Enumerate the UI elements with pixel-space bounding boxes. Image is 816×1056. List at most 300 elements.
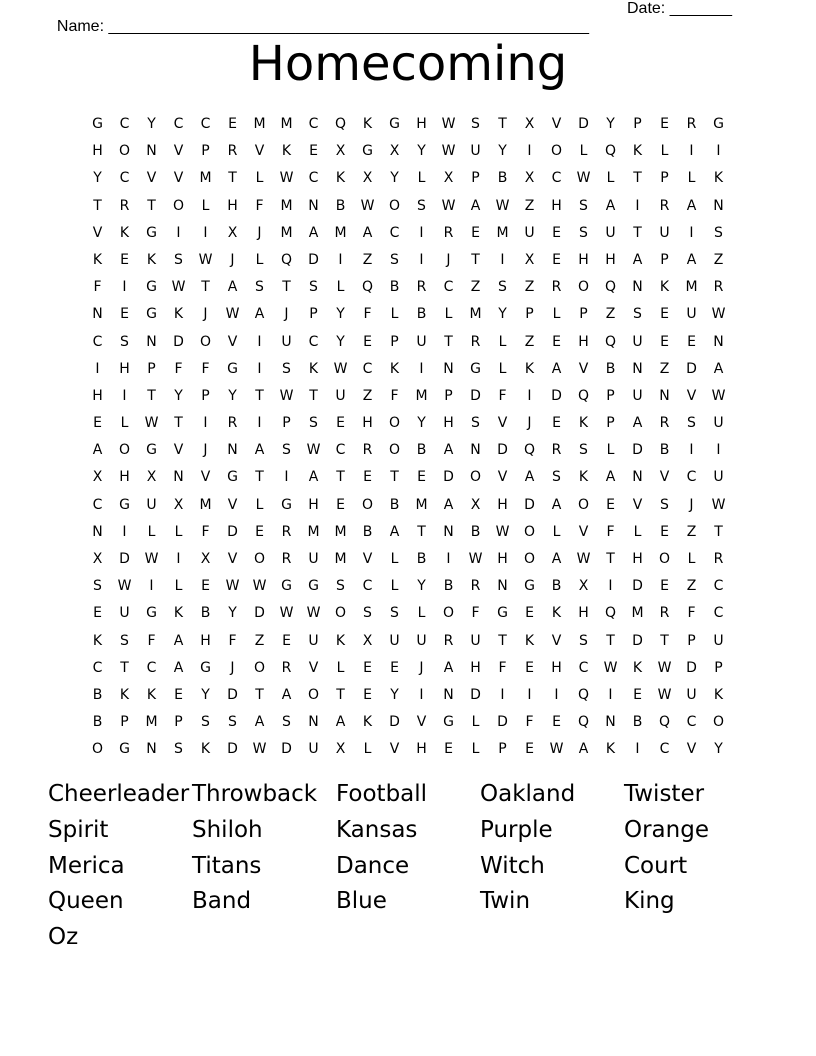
grid-letter: M (334, 551, 347, 567)
grid-letter: N (308, 714, 319, 731)
grid-letter: E (309, 143, 318, 160)
grid-letter: K (605, 741, 616, 758)
grid-letter: G (713, 116, 724, 132)
grid-letter: W (144, 551, 159, 567)
grid-letter: S (471, 116, 480, 132)
grid-letter: L (579, 143, 588, 160)
grid-letter: E (120, 306, 129, 323)
grid-letter: B (470, 523, 481, 540)
grid-letter: R (470, 333, 481, 350)
grid-letter: P (498, 741, 507, 758)
grid-letter: U (416, 333, 427, 350)
grid-letter: S (255, 279, 264, 296)
word-bank-item: Twister (624, 781, 705, 807)
grid-letter: F (201, 523, 210, 540)
grid-letter: S (282, 714, 291, 731)
grid-letter: J (446, 251, 451, 268)
grid-letter: C (578, 659, 589, 676)
grid-letter: N (713, 197, 724, 214)
grid-letter: O (577, 496, 590, 513)
grid-letter: Y (390, 170, 399, 187)
grid-letter: T (714, 523, 723, 540)
grid-letter: V (632, 496, 643, 513)
grid-letter: S (498, 279, 507, 296)
grid-letter: U (416, 632, 427, 649)
grid-letter: R (281, 523, 292, 540)
grid-letter: M (334, 523, 347, 540)
word-bank-item: Titans (192, 852, 262, 879)
name-line: Name: ______________________________________________________ (56, 18, 589, 35)
grid-row (84, 276, 732, 303)
grid-letter: V (173, 442, 184, 459)
grid-letter: U (389, 632, 400, 649)
grid-letter: E (282, 632, 291, 649)
grid-row (84, 466, 732, 493)
grid-letter: U (308, 632, 319, 649)
grid-letter: Q (280, 251, 293, 268)
grid-letter: O (199, 333, 212, 350)
grid-letter: N (227, 442, 238, 459)
grid-letter: N (146, 333, 157, 350)
grid-letter: H (200, 632, 211, 649)
grid-letter: C (92, 659, 103, 676)
grid-letter: M (145, 714, 158, 731)
grid-letter: B (335, 197, 346, 214)
grid-letter: S (120, 632, 129, 649)
grid-letter: H (470, 659, 481, 676)
grid-row (84, 630, 732, 657)
grid-letter: N (632, 360, 643, 377)
grid-letter: U (470, 143, 481, 160)
grid-letter: K (173, 306, 184, 323)
grid-letter: D (443, 469, 454, 486)
grid-letter: X (335, 741, 346, 758)
grid-letter: O (361, 496, 374, 513)
grid-letter: H (416, 741, 427, 758)
grid-letter: R (551, 279, 562, 296)
grid-letter: N (443, 523, 454, 540)
grid-letter: W (333, 360, 348, 377)
grid-letter: D (578, 116, 589, 132)
grid-letter: T (633, 170, 642, 187)
grid-letter: I (635, 197, 640, 214)
grid-letter: Y (201, 686, 210, 703)
grid-letter: W (657, 659, 672, 676)
grid-letter: C (200, 116, 211, 132)
grid-letter: D (227, 523, 238, 540)
grid-row (84, 684, 732, 711)
grid-letter: A (713, 360, 724, 377)
grid-row (84, 494, 732, 521)
grid-letter: X (92, 551, 103, 567)
grid-letter: V (227, 333, 238, 350)
grid-letter: O (442, 605, 455, 622)
word-bank-item: Dance (336, 852, 410, 879)
grid-letter: A (92, 442, 103, 459)
grid-letter: K (524, 632, 535, 649)
grid-letter: A (524, 469, 535, 486)
grid-letter: E (93, 415, 102, 432)
grid-letter: H (551, 197, 562, 214)
grid-row (84, 385, 732, 412)
grid-letter: V (254, 143, 265, 160)
grid-letter: P (120, 714, 129, 731)
grid-letter: G (362, 143, 373, 160)
grid-letter: C (173, 116, 184, 132)
grid-letter: L (255, 496, 264, 513)
word-bank-item: Oz (48, 924, 79, 950)
grid-letter: R (443, 224, 454, 241)
grid-letter: R (686, 116, 697, 132)
grid-letter: I (527, 686, 532, 703)
grid-letter: L (444, 306, 453, 323)
grid-letter: H (578, 333, 589, 350)
grid-letter: B (416, 551, 427, 567)
grid-letter: E (363, 469, 372, 486)
grid-letter: Q (577, 714, 590, 731)
grid-letter: P (660, 170, 669, 187)
grid-letter: T (390, 469, 399, 486)
grid-letter: A (632, 251, 643, 268)
grid-letter: E (660, 306, 669, 323)
grid-letter: H (92, 143, 103, 160)
grid-letter: K (119, 224, 130, 241)
grid-letter: O (388, 415, 401, 432)
grid-letter: K (146, 251, 157, 268)
grid-letter: E (633, 686, 642, 703)
grid-letter: L (255, 170, 264, 187)
grid-letter: P (147, 360, 156, 377)
grid-letter: H (605, 251, 616, 268)
grid-letter: S (579, 224, 588, 241)
grid-letter: V (92, 224, 103, 241)
grid-letter: P (201, 143, 210, 160)
grid-letter: M (280, 224, 293, 241)
grid-letter: G (524, 578, 535, 595)
grid-letter: A (443, 496, 454, 513)
grid-letter: T (336, 686, 345, 703)
grid-letter: C (146, 659, 157, 676)
grid-letter: L (390, 306, 399, 323)
grid-letter: J (203, 306, 208, 323)
grid-letter: I (608, 578, 613, 595)
grid-letter: R (119, 197, 130, 214)
grid-letter: P (471, 170, 480, 187)
grid-letter: E (552, 415, 561, 432)
grid-letter: D (524, 496, 535, 513)
grid-letter: E (660, 116, 669, 132)
grid-letter: T (660, 632, 669, 649)
grid-letter: R (443, 632, 454, 649)
grid-letter: M (199, 170, 212, 187)
grid-letter: C (362, 360, 373, 377)
grid-letter: W (711, 387, 726, 404)
grid-letter: V (578, 360, 589, 377)
grid-letter: D (308, 251, 319, 268)
grid-letter: O (118, 442, 131, 459)
grid-letter: T (606, 632, 615, 649)
grid-letter: Q (604, 333, 617, 350)
grid-letter: G (308, 578, 319, 595)
grid-letter: G (281, 496, 292, 513)
grid-letter: X (92, 469, 103, 486)
grid-letter: I (689, 224, 694, 241)
grid-letter: C (335, 442, 346, 459)
grid-letter: A (632, 415, 643, 432)
grid-letter: J (230, 251, 235, 268)
grid-letter: W (441, 116, 456, 132)
grid-letter: I (257, 333, 262, 350)
grid-letter: R (281, 551, 292, 567)
grid-letter: K (335, 632, 346, 649)
grid-letter: I (554, 686, 559, 703)
grid-letter: W (252, 741, 267, 758)
grid-letter: E (552, 333, 561, 350)
grid-letter: J (203, 442, 208, 459)
grid-letter: I (257, 415, 262, 432)
grid-letter: V (416, 714, 427, 731)
grid-letter: E (660, 333, 669, 350)
grid-letter: E (471, 224, 480, 241)
grid-letter: N (632, 279, 643, 296)
grid-letter: U (713, 632, 724, 649)
grid-letter: S (471, 415, 480, 432)
grid-letter: I (716, 143, 721, 160)
grid-letter: V (308, 659, 319, 676)
grid-letter: C (92, 496, 103, 513)
grid-letter: S (552, 469, 561, 486)
grid-letter: D (497, 714, 508, 731)
grid-letter: I (716, 442, 721, 459)
grid-letter: Y (93, 170, 102, 187)
grid-letter: H (119, 360, 130, 377)
grid-letter: T (255, 387, 264, 404)
grid-letter: I (689, 442, 694, 459)
grid-letter: A (686, 197, 697, 214)
grid-letter: P (525, 306, 534, 323)
grid-letter: U (632, 333, 643, 350)
grid-letter: T (147, 197, 156, 214)
grid-letter: F (525, 714, 534, 731)
grid-letter: S (309, 415, 318, 432)
grid-letter: K (632, 659, 643, 676)
grid-letter: D (389, 714, 400, 731)
grid-row (84, 358, 732, 385)
word-bank-item: Oakland (480, 781, 576, 807)
grid-letter: B (659, 442, 670, 459)
grid-letter: G (146, 224, 157, 241)
grid-letter: P (201, 387, 210, 404)
grid-letter: D (632, 632, 643, 649)
grid-letter: A (308, 224, 319, 241)
grid-letter: Z (686, 523, 697, 540)
grid-letter: I (446, 551, 451, 567)
grid-letter: I (95, 360, 100, 377)
grid-letter: U (308, 741, 319, 758)
grid-letter: G (146, 306, 157, 323)
grid-letter: Q (334, 116, 347, 132)
grid-letter: V (227, 496, 238, 513)
word-bank-item: King (624, 888, 675, 915)
grid-letter: I (527, 143, 532, 160)
grid-letter: T (120, 659, 129, 676)
grid-letter: K (578, 469, 589, 486)
grid-letter: C (119, 116, 130, 132)
grid-letter: J (527, 415, 532, 432)
grid-letter: S (390, 605, 399, 622)
grid-letter: H (497, 551, 508, 567)
word-bank-item: Queen (48, 888, 124, 915)
grid-letter: Q (604, 143, 617, 160)
grid-letter: D (632, 442, 643, 459)
grid-letter: S (93, 578, 102, 595)
grid-letter: C (713, 605, 724, 622)
grid-letter: I (203, 415, 208, 432)
grid-letter: U (605, 224, 616, 241)
grid-letter: S (120, 333, 129, 350)
grid-letter: L (606, 442, 615, 459)
word-bank-item: Merica (48, 852, 125, 879)
grid-letter: F (201, 360, 210, 377)
grid-letter: T (498, 632, 507, 649)
grid-letter: U (686, 686, 697, 703)
grid-letter: K (524, 360, 535, 377)
grid-letter: X (443, 170, 454, 187)
grid-letter: L (255, 251, 264, 268)
grid-letter: L (147, 523, 156, 540)
grid-letter: F (390, 387, 399, 404)
grid-letter: I (176, 551, 181, 567)
grid-letter: Z (362, 387, 373, 404)
grid-letter: T (498, 116, 507, 132)
grid-letter: X (146, 469, 157, 486)
grid-letter: X (362, 170, 373, 187)
grid-letter: W (117, 578, 132, 595)
grid-letter: Y (390, 686, 399, 703)
grid-row (84, 303, 732, 330)
grid-letter: I (419, 224, 424, 241)
grid-letter: Y (498, 306, 507, 323)
grid-letter: R (659, 197, 670, 214)
grid-letter: V (578, 523, 589, 540)
grid-letter: K (200, 741, 211, 758)
grid-letter: Z (470, 279, 481, 296)
grid-letter: D (173, 333, 184, 350)
grid-letter: N (470, 442, 481, 459)
grid-letter: K (713, 170, 724, 187)
grid-letter: W (711, 496, 726, 513)
grid-letter: A (605, 469, 616, 486)
grid-letter: C (713, 578, 724, 595)
grid-letter: H (119, 469, 130, 486)
grid-letter: Y (417, 143, 426, 160)
grid-letter: O (334, 605, 347, 622)
grid-letter: F (228, 632, 237, 649)
grid-letter: C (686, 469, 697, 486)
grid-letter: Y (336, 306, 345, 323)
grid-letter: X (389, 143, 400, 160)
grid-letter: E (525, 605, 534, 622)
grid-letter: Z (524, 333, 535, 350)
grid-letter: I (527, 387, 532, 404)
grid-letter: S (660, 496, 669, 513)
grid-letter: R (659, 415, 670, 432)
grid-letter: G (227, 469, 238, 486)
grid-letter: L (336, 279, 345, 296)
grid-letter: B (551, 578, 562, 595)
grid-letter: Y (606, 116, 615, 132)
grid-letter: W (306, 605, 321, 622)
grid-letter: L (174, 578, 183, 595)
grid-letter: Q (604, 279, 617, 296)
grid-letter: V (362, 551, 373, 567)
worksheet-header (48, 0, 748, 35)
grid-letter: W (576, 170, 591, 187)
grid-letter: J (284, 306, 289, 323)
grid-letter: I (122, 523, 127, 540)
grid-letter: B (416, 306, 427, 323)
grid-letter: H (497, 496, 508, 513)
grid-letter: M (496, 224, 509, 241)
grid-letter: T (417, 523, 426, 540)
grid-letter: X (200, 551, 211, 567)
grid-letter: E (363, 686, 372, 703)
grid-letter: Q (577, 686, 590, 703)
grid-letter: E (174, 686, 183, 703)
grid-letter: P (687, 632, 696, 649)
grid-letter: L (687, 170, 696, 187)
grid-letter: K (713, 686, 724, 703)
grid-letter: O (712, 714, 725, 731)
grid-letter: W (279, 387, 294, 404)
grid-letter: E (525, 741, 534, 758)
grid-letter: H (416, 116, 427, 132)
grid-letter: O (253, 659, 266, 676)
grid-letter: K (389, 360, 400, 377)
grid-letter: G (119, 741, 130, 758)
grid-letter: B (362, 523, 373, 540)
grid-letter: V (227, 551, 238, 567)
grid-letter: W (252, 578, 267, 595)
grid-letter: T (336, 469, 345, 486)
grid-letter: U (281, 333, 292, 350)
grid-letter: R (713, 279, 724, 296)
grid-letter: M (415, 496, 428, 513)
grid-letter: N (146, 143, 157, 160)
grid-letter: C (362, 578, 373, 595)
grid-letter: D (227, 741, 238, 758)
grid-letter: D (551, 387, 562, 404)
grid-letter: C (551, 170, 562, 187)
grid-letter: A (686, 251, 697, 268)
grid-letter: B (389, 496, 400, 513)
grid-letter: L (498, 360, 507, 377)
grid-letter: Q (523, 442, 536, 459)
grid-letter: N (92, 306, 103, 323)
grid-letter: X (524, 170, 535, 187)
grid-letter: Q (604, 605, 617, 622)
word-bank-item: Orange (624, 816, 709, 843)
grid-letter: O (550, 143, 563, 160)
grid-letter: L (498, 333, 507, 350)
grid-letter: Y (498, 143, 507, 160)
grid-letter: K (362, 714, 373, 731)
grid-letter: N (146, 741, 157, 758)
grid-letter: A (254, 442, 265, 459)
grid-letter: W (225, 578, 240, 595)
grid-letter: U (524, 224, 535, 241)
grid-letter: Z (659, 360, 670, 377)
